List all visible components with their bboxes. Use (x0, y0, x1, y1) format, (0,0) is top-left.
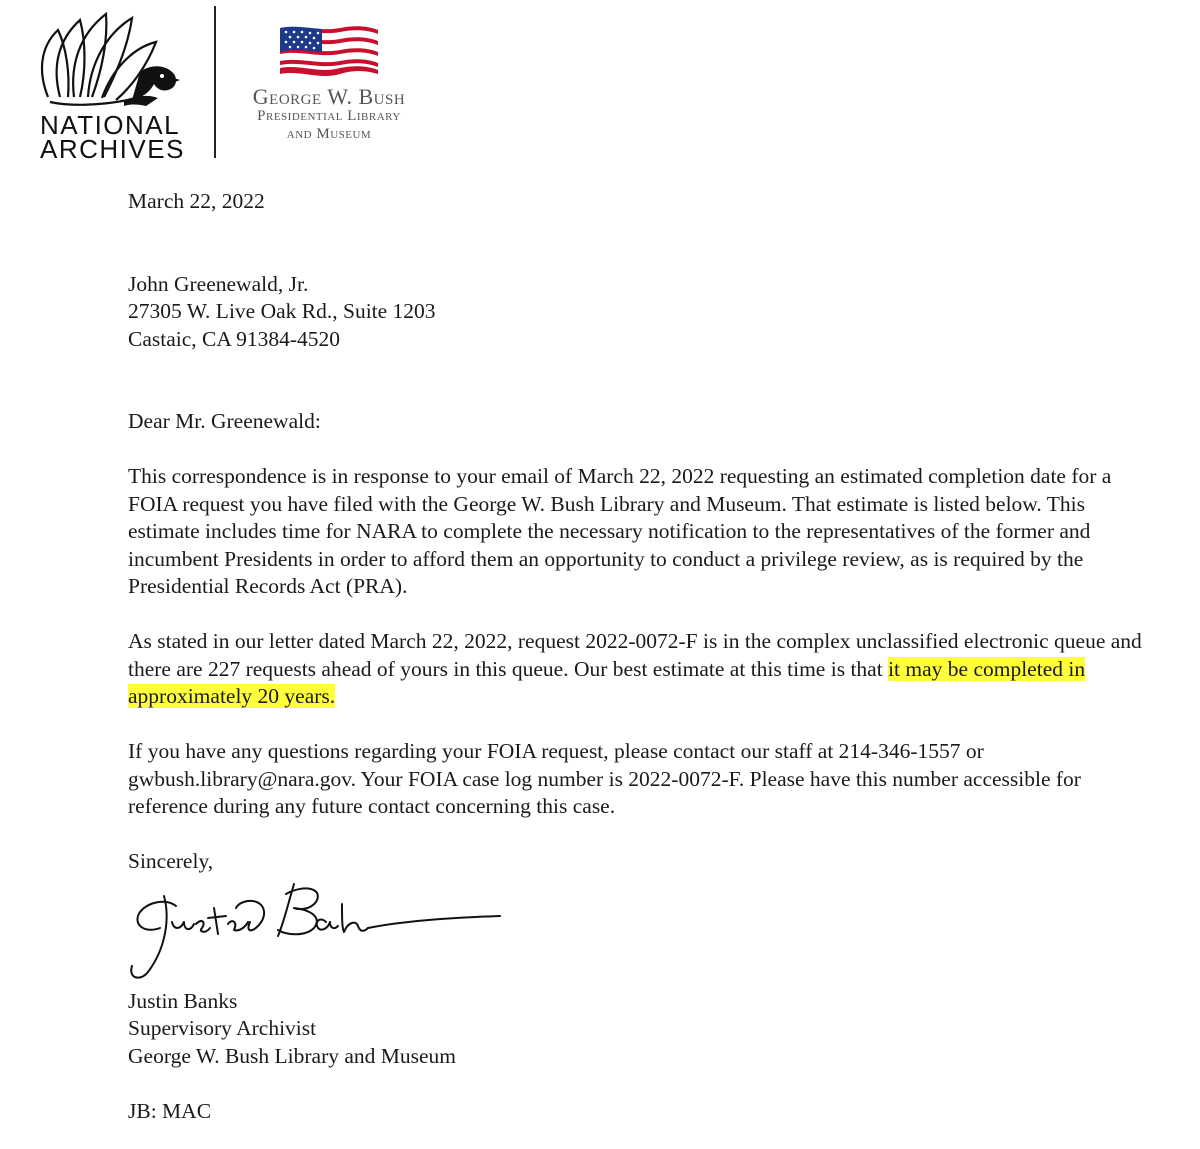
letterhead-divider (214, 6, 216, 158)
letterhead (0, 0, 1200, 170)
letter-date: March 22, 2022 (128, 189, 265, 213)
library-subtitle-line1: Presidential Library (257, 108, 401, 124)
salutation: Dear Mr. Greenewald: (128, 409, 321, 433)
recipient-name: John Greenewald, Jr. (128, 271, 309, 296)
american-flag-icon (280, 24, 378, 76)
paragraph-3: If you have any questions regarding your FOIA request, please contact our staff at 214-346-1557 or gwbush.library@nara.gov. Your FOIA case log number is 2022-0072-F. Please have this number accessible for reference during any future contact concerning this case. (128, 739, 1081, 818)
handwritten-signature (118, 878, 508, 988)
archives-name-line1: NATIONAL (40, 110, 181, 140)
recipient-street: 27305 W. Live Oak Rd., Suite 1203 (128, 299, 436, 323)
paragraph-1: This correspondence is in response to your email of March 22, 2022 requesting an estimated completion date for a FOIA request you have filed with the George W. Bush Library and Museum. That estimate is listed below. This estimate includes time for NARA to complete the necessary notification to the representatives of the former and incumbent Presidents in order to afford them an opportunity to conduct a privilege review, as is required by the Presidential Records Act (PRA). (128, 464, 1112, 598)
signer-name: Justin Banks (128, 988, 238, 1013)
highlighted-estimate: it may be completed in approximately 20 years. (128, 656, 1086, 708)
closing: Sincerely, (128, 849, 214, 873)
library-name: George W. Bush (252, 84, 406, 109)
paragraph-2-text: As stated in our letter dated March 22, 2022, request 2022-0072-F is in the complex unclassified electronic queue and there are 227 requests ahead of yours in this queue. Our best estimate at this time is that (128, 629, 1142, 681)
library-subtitle-line2: and Museum (286, 126, 372, 142)
letter-body (128, 188, 1148, 1125)
typist-initials: JB: MAC (128, 1098, 212, 1123)
recipient-city: Castaic, CA 91384-4520 (128, 326, 340, 351)
signer-block (128, 988, 1148, 1071)
recipient-address (128, 271, 1148, 354)
paragraph-2 (128, 628, 1148, 711)
signer-title: Supervisory Archivist (128, 1016, 317, 1040)
signer-organization: George W. Bush Library and Museum (128, 1043, 457, 1068)
archives-name-line2: ARCHIVES (40, 134, 185, 164)
